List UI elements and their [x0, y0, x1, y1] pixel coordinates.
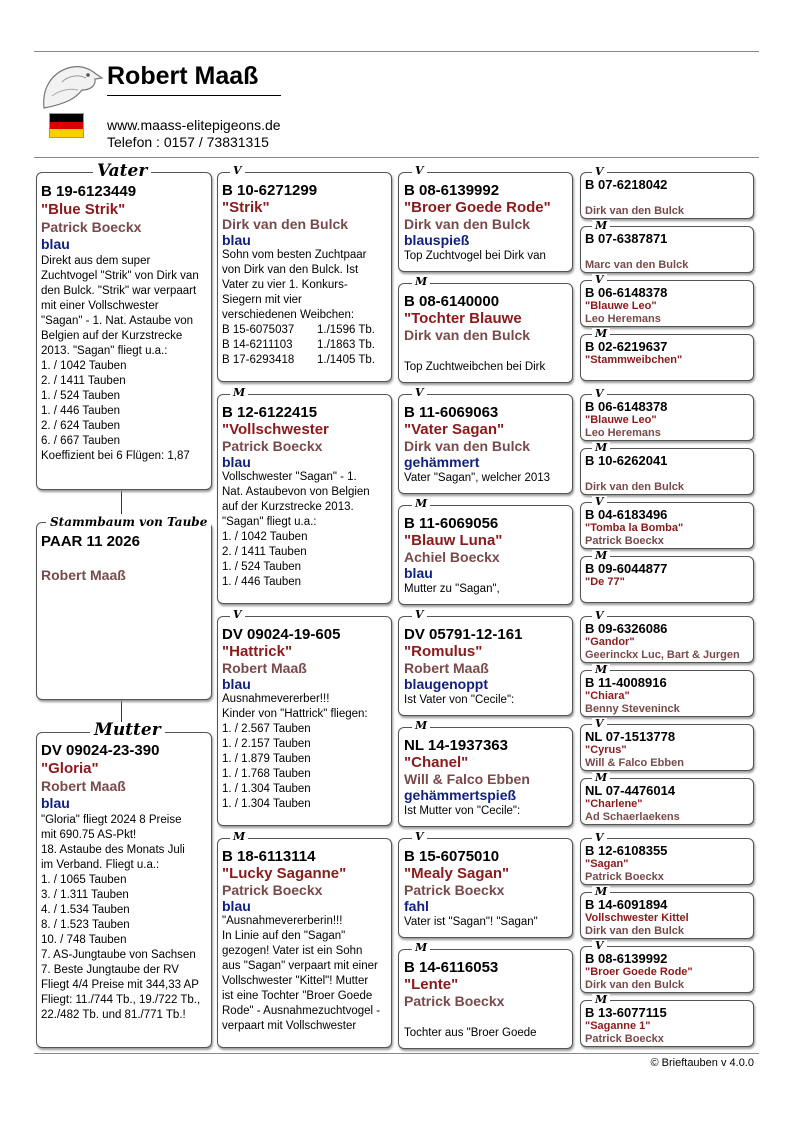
grandparent-name: "Lucky Saganne" — [222, 865, 347, 882]
grandparent-ring: B 18-6113114 — [222, 848, 316, 865]
ancestor-name — [585, 192, 749, 205]
ancestor-name: "Tomba la Bomba" — [585, 522, 684, 534]
mother-text: "Gloria" fliegt 2024 8 Preise mit 690.75 AS-Pkt! 18. Astaube des Monats Juli im Verband. Fliegt u.a.: 1. / 1065 Tauben 3. / 1.311 Tauben 4. / 1.534 Tauben 8. / 1.523 Tauben 10. / 748 Tauben 7. AS-Jungtaube von Sachsen 7. Beste Jungtaube der RV Fliegt 4/4 Preise mit 344,33 AP Fliegt: 11./744 Tb., 19./722 Tb., 22./482 Tb. und 81./771 Tb.! — [41, 814, 201, 1021]
mother-color: blau — [41, 795, 70, 811]
header-rule — [34, 157, 759, 158]
mother-card[interactable] — [36, 732, 212, 1048]
ggp-color: gehämmertspieß — [404, 787, 517, 803]
ancestor-breeder: Geerinckx Luc, Bart & Jurgen — [585, 649, 740, 661]
gender-badge: M — [412, 276, 430, 287]
ancestor-ring: B 10-6262041 — [585, 453, 668, 468]
father-card[interactable] — [36, 172, 212, 490]
ancestor-breeder: Ad Schaerlaekens — [585, 811, 680, 823]
grandparent-color: blau — [222, 898, 251, 914]
ancestor-card[interactable] — [580, 394, 754, 441]
father-text: Direkt aus dem super Zuchtvogel "Strik" von Dirk van den Bulck. "Strik" war verpaart mit einer Vollschwester "Sagan" - 1. Nat. Astaube von Belgien auf der Kurzstrecke 2013. "Sagan" fliegt u.a.: 1. / 1042 Tauben 2. / 1411 Tauben 1. / 524 Tauben 1. / 446 Tauben 2. / 624 Tauben 6. / 667 Tauben Koeffizient bei 6 Flügen: 1,87 — [41, 255, 199, 462]
great-grandparent-card[interactable] — [398, 838, 573, 938]
ancestor-card[interactable] — [580, 226, 754, 273]
copyright: © Brieftauben v 4.0.0 — [650, 1057, 754, 1069]
ancestor-card[interactable] — [580, 448, 754, 495]
gender-badge: V — [412, 609, 427, 620]
great-grandparent-card[interactable] — [398, 949, 573, 1049]
ancestor-breeder: Patrick Boeckx — [585, 1033, 664, 1045]
ggp-name: "Romulus" — [404, 643, 483, 660]
offspring-result: 1./1405 Tb. — [317, 354, 375, 366]
gender-badge: V — [592, 166, 607, 177]
great-grandparent-card[interactable] — [398, 394, 573, 494]
ancestor-breeder: Leo Heremans — [585, 313, 661, 325]
ggp-ring: B 15-6075010 — [404, 848, 500, 865]
gender-badge: M — [592, 442, 610, 453]
grandparent-name: "Hattrick" — [222, 643, 293, 660]
ancestor-ring: B 06-6148378 — [585, 399, 668, 414]
ggp-breeder: Robert Maaß — [404, 660, 489, 676]
gender-badge: V — [230, 165, 245, 176]
ancestor-breeder: Leo Heremans — [585, 427, 661, 439]
ggp-ring: B 11-6069063 — [404, 404, 499, 421]
pedigree-info-card — [36, 522, 212, 700]
grandparent-text: Vollschwester "Sagan" - 1. Nat. Astaubevon von Belgien auf der Kurzstrecke 2013. "Sagan" fliegt u.a.: 1. / 1042 Tauben 2. / 1411 Tauben 1. / 524 Tauben 1. / 446 Tauben — [222, 471, 370, 588]
great-grandparent-card[interactable] — [398, 616, 573, 716]
grandparent-text: "Ausnahmevererberin!!! In Linie auf den "Sagan" gezogen! Vater ist ein Sohn aus "Sagan" verpaart mit einer Vollschwester "Kittel"! Mutter ist eine Tochter "Broer Goede Rode" - Ausnahmezuchtvogel - verpaart mit Vollschwester — [222, 915, 381, 1032]
ggp-breeder: Dirk van den Bulck — [404, 438, 531, 454]
ggp-name: "Mealy Sagan" — [404, 865, 510, 882]
gender-badge: M — [592, 886, 610, 897]
ancestor-name: "De 77" — [585, 576, 625, 588]
gender-badge: V — [592, 718, 607, 729]
gender-badge: V — [412, 831, 427, 842]
ancestor-name: "Saganne 1" — [585, 1020, 651, 1032]
grandparent-breeder: Dirk van den Bulck — [222, 216, 349, 232]
ancestor-card[interactable] — [580, 838, 754, 885]
ancestor-ring: B 09-6044877 — [585, 561, 668, 576]
father-breeder: Patrick Boeckx — [41, 219, 142, 235]
footer-rule — [34, 1053, 759, 1054]
pedigree-owner: Robert Maaß — [41, 567, 126, 583]
ancestor-ring: B 06-6148378 — [585, 285, 668, 300]
ggp-breeder: Will & Falco Ebben — [404, 771, 530, 787]
gender-badge: V — [592, 274, 607, 285]
great-grandparent-card[interactable] — [398, 505, 573, 605]
gender-badge: V — [412, 387, 427, 398]
offspring-ring: B 17-6293418 — [222, 354, 295, 366]
ggp-breeder: Patrick Boeckx — [404, 993, 505, 1009]
ggp-color — [404, 1009, 567, 1026]
ggp-ring: B 11-6069056 — [404, 515, 499, 532]
ancestor-card[interactable] — [580, 616, 754, 663]
ancestor-ring: B 08-6139992 — [585, 951, 668, 966]
ancestor-card[interactable] — [580, 502, 754, 549]
pigeon-logo — [38, 60, 104, 110]
grandparent-card[interactable] — [217, 394, 392, 604]
offspring-ring: B 14-6211103 — [222, 339, 293, 351]
ggp-name: "Broer Goede Rode" — [404, 199, 551, 216]
gender-badge: V — [592, 610, 607, 621]
ancestor-card[interactable] — [580, 280, 754, 327]
ancestor-name: "Gandor" — [585, 636, 635, 648]
ancestor-name: "Sagan" — [585, 858, 629, 870]
great-grandparent-card[interactable] — [398, 283, 573, 383]
offspring-ring: B 15-6075037 — [222, 324, 295, 336]
great-grandparent-card[interactable] — [398, 172, 573, 272]
ggp-text: Top Zuchtvogel bei Dirk van — [404, 250, 546, 262]
ggp-name: "Chanel" — [404, 754, 469, 771]
ancestor-breeder: Patrick Boeckx — [585, 535, 664, 547]
ancestor-name: "Chiara" — [585, 690, 630, 702]
owner-name: Robert Maaß — [107, 62, 259, 90]
gender-badge: V — [412, 165, 427, 176]
ancestor-card[interactable] — [580, 172, 754, 219]
gender-badge: M — [592, 220, 610, 231]
pedigree-label: Stammbaum von Taube — [46, 514, 211, 530]
ggp-breeder: Dirk van den Bulck — [404, 216, 531, 232]
ancestor-card[interactable] — [580, 946, 754, 993]
mother-label: Mutter — [90, 722, 165, 738]
ancestor-breeder: Dirk van den Bulck — [585, 481, 685, 493]
gender-badge: M — [230, 387, 248, 398]
ancestor-breeder: Dirk van den Bulck — [585, 205, 685, 217]
gender-badge: M — [412, 942, 430, 953]
ggp-text: Vater "Sagan", welcher 2013 — [404, 472, 551, 484]
ancestor-breeder: Dirk van den Bulck — [585, 979, 685, 991]
offspring-result: 1./1596 Tb. — [317, 324, 375, 336]
grandparent-ring: B 12-6122415 — [222, 404, 318, 421]
mother-breeder: Robert Maaß — [41, 778, 126, 794]
gender-badge: V — [592, 832, 607, 843]
ancestor-card[interactable] — [580, 556, 754, 603]
ggp-name: "Vater Sagan" — [404, 421, 505, 438]
grandparent-ring: B 10-6271299 — [222, 182, 318, 199]
ggp-text: Tochter aus "Broer Goede — [404, 1027, 537, 1039]
gender-badge: M — [592, 664, 610, 675]
grandparent-breeder: Patrick Boeckx — [222, 882, 323, 898]
offspring-result: 1./1863 Tb. — [317, 339, 375, 351]
ggp-text: Vater ist "Sagan"! "Sagan" — [404, 916, 538, 928]
grandparent-text: Ausnahmevererber!!! Kinder von "Hattrick" fliegen: 1. / 2.567 Tauben 1. / 2.157 Tauben 1. / 1.879 Tauben 1. / 1.768 Tauben 1. / 1.304 Tauben 1. / 1.304 Tauben — [222, 693, 368, 810]
ggp-color: blauspieß — [404, 232, 470, 248]
ggp-ring: B 08-6139992 — [404, 182, 500, 199]
ancestor-card[interactable] — [580, 670, 754, 717]
ancestor-ring: B 11-4008916 — [585, 675, 667, 690]
father-color: blau — [41, 236, 70, 252]
ggp-color: gehämmert — [404, 454, 480, 470]
germany-flag — [49, 113, 84, 138]
ancestor-card[interactable] — [580, 334, 754, 381]
ggp-text: Ist Vater von "Cecile": — [404, 694, 515, 706]
ancestor-breeder: Marc van den Bulck — [585, 259, 689, 271]
ggp-color: blau — [404, 565, 433, 581]
ggp-ring: DV 05791-12-161 — [404, 626, 523, 643]
ancestor-name: "Blauwe Leo" — [585, 300, 657, 312]
phone: Telefon : 0157 / 73831315 — [107, 134, 269, 150]
grandparent-text: Sohn vom besten Zuchtpaar von Dirk van den Bulck. Ist Vater zu vier 1. Konkurs- Siegern mit vier verschiedenen Weibchen: — [222, 249, 367, 321]
offspring-row — [222, 353, 387, 368]
father-label: Vater — [93, 163, 151, 179]
ancestor-ring: B 12-6108355 — [585, 843, 668, 858]
grandparent-color: blau — [222, 454, 251, 470]
ancestor-ring: B 14-6091894 — [585, 897, 668, 912]
gender-badge: M — [592, 550, 610, 561]
ancestor-name: "Cyrus" — [585, 744, 627, 756]
ancestor-name: "Blauwe Leo" — [585, 414, 657, 426]
ancestor-ring: B 13-6077115 — [585, 1005, 667, 1020]
mother-name: "Gloria" — [41, 760, 99, 777]
ancestor-card[interactable] — [580, 778, 754, 825]
ancestor-breeder: Dirk van den Bulck — [585, 925, 685, 937]
ggp-color: blaugenoppt — [404, 676, 488, 692]
gender-badge: M — [412, 720, 430, 731]
ggp-breeder: Dirk van den Bulck — [404, 327, 531, 343]
gender-badge: M — [230, 831, 248, 842]
ancestor-name — [585, 468, 749, 481]
ggp-text: Mutter zu "Sagan", — [404, 583, 500, 595]
ancestor-name — [585, 246, 749, 259]
ancestor-name: "Stammweibchen" — [585, 354, 683, 366]
ggp-name: "Lente" — [404, 976, 459, 993]
ggp-color: fahl — [404, 898, 429, 914]
ancestor-ring: B 09-6326086 — [585, 621, 668, 636]
ggp-text: Top Zuchtweibchen bei Dirk — [404, 361, 546, 373]
grandparent-name: "Vollschwester — [222, 421, 329, 438]
ggp-ring: B 14-6116053 — [404, 959, 499, 976]
ancestor-ring: NL 07-4476014 — [585, 783, 676, 798]
top-rule — [34, 51, 759, 52]
ancestor-breeder: Will & Falco Ebben — [585, 757, 684, 769]
great-grandparent-card[interactable] — [398, 727, 573, 827]
offspring-row — [222, 323, 387, 338]
grandparent-card[interactable] — [217, 616, 392, 826]
grandparent-color: blau — [222, 232, 251, 248]
gender-badge: V — [592, 388, 607, 399]
grandparent-card[interactable] — [217, 172, 392, 382]
ancestor-ring: B 07-6218042 — [585, 177, 668, 192]
father-name: "Blue Strik" — [41, 201, 126, 218]
ancestor-ring: B 04-6183496 — [585, 507, 668, 522]
ggp-color — [404, 343, 567, 360]
ggp-name: "Blauw Luna" — [404, 532, 503, 549]
gender-badge: M — [412, 498, 430, 509]
ggp-ring: NL 14-1937363 — [404, 737, 508, 754]
ancestor-ring: B 07-6387871 — [585, 231, 668, 246]
ancestor-name: "Charlene" — [585, 798, 643, 810]
ancestor-ring: B 02-6219637 — [585, 339, 668, 354]
pair-number: PAAR 11 2026 — [41, 533, 140, 550]
grandparent-breeder: Robert Maaß — [222, 660, 307, 676]
ancestor-breeder: Benny Steveninck — [585, 703, 680, 715]
father-ring: B 19-6123449 — [41, 183, 137, 200]
ggp-breeder: Patrick Boeckx — [404, 882, 505, 898]
ggp-text: Ist Mutter von "Cecile": — [404, 805, 521, 817]
ggp-name: "Tochter Blauwe — [404, 310, 522, 327]
grandparent-ring: DV 09024-19-605 — [222, 626, 341, 643]
grandparent-card[interactable] — [217, 838, 392, 1048]
ancestor-card[interactable] — [580, 892, 754, 939]
ancestor-card[interactable] — [580, 724, 754, 771]
ggp-ring: B 08-6140000 — [404, 293, 500, 310]
website[interactable]: www.maass-elitepigeons.de — [107, 117, 281, 133]
gender-badge: V — [592, 940, 607, 951]
gender-badge: M — [592, 328, 610, 339]
ancestor-name: "Broer Goede Rode" — [585, 966, 693, 978]
ancestor-breeder: Patrick Boeckx — [585, 871, 664, 883]
gender-badge: V — [592, 496, 607, 507]
ancestor-ring: NL 07-1513778 — [585, 729, 676, 744]
ancestor-name: Vollschwester Kittel — [585, 912, 689, 924]
gender-badge: V — [230, 609, 245, 620]
ancestor-card[interactable] — [580, 1000, 754, 1047]
grandparent-color: blau — [222, 676, 251, 692]
offspring-row — [222, 338, 387, 353]
mother-ring: DV 09024-23-390 — [41, 742, 160, 759]
ggp-breeder: Achiel Boeckx — [404, 549, 500, 565]
grandparent-breeder: Patrick Boeckx — [222, 438, 323, 454]
gender-badge: M — [592, 994, 610, 1005]
owner-underline — [107, 95, 281, 96]
grandparent-name: "Strik" — [222, 199, 270, 216]
gender-badge: M — [592, 772, 610, 783]
